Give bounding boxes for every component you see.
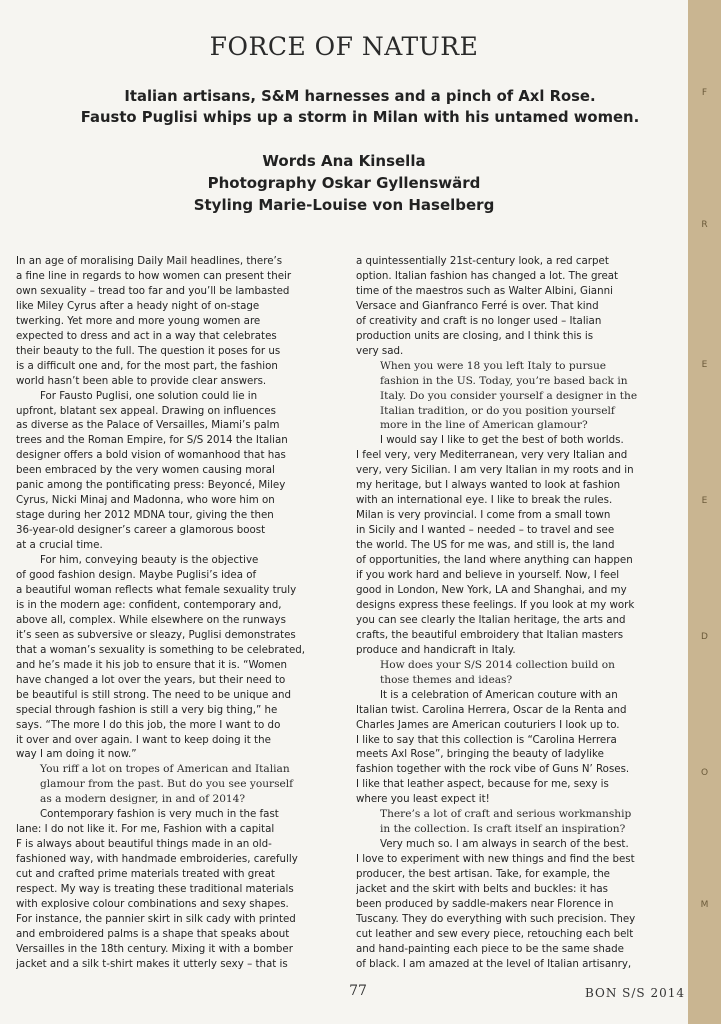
page-number: 77 <box>349 983 367 999</box>
body-line: Cyrus, Nicki Minaj and Madonna, who wore him on <box>16 494 275 507</box>
body-line: be beautiful is still strong. The need to be unique and <box>16 688 291 701</box>
body-line: production units are closing, and I think this is <box>356 329 594 342</box>
body-line: with explosive colour combinations and sexy shapes. <box>16 897 289 910</box>
body-line: of opportunities, the land where anything can happen <box>356 554 633 567</box>
body-line: I love to experiment with new things and find the best <box>356 853 635 866</box>
side-tab-letter: M <box>700 900 709 910</box>
body-line: It is a celebration of American couture with an <box>380 688 618 701</box>
body-line: it’s seen as subversive or sleazy, Puglisi demonstrates <box>16 628 296 641</box>
body-line: option. Italian fashion has changed a lot. The great <box>356 269 619 282</box>
body-line: of creativity and craft is no longer used – Italian <box>356 314 602 327</box>
body-line: if you work hard and believe in yourself. Now, I feel <box>356 569 620 582</box>
body-line: is a difficult one and, for the most part, the fashion <box>16 359 278 372</box>
body-column-right <box>356 254 684 972</box>
body-line: Contemporary fashion is very much in the fast <box>40 808 279 821</box>
side-tab-letter: O <box>700 768 709 778</box>
body-line: 36-year-old designer’s career a glamorous boost <box>16 524 266 537</box>
question-line: more in the line of American glamour? <box>380 419 588 432</box>
body-line: panic among the pontificating press: Beyoncé, Miley <box>16 479 286 492</box>
body-line: jacket and the skirt with belts and buckles: it has <box>356 883 609 896</box>
body-line: I feel very, very Mediterranean, very very Italian and <box>356 449 628 462</box>
body-line: jacket and a silk t-shirt makes it utterly sexy – that is <box>16 957 288 970</box>
body-line: trees and the Roman Empire, for S/S 2014 the Italian <box>16 434 288 447</box>
body-line: says. “The more I do this job, the more I want to do <box>16 718 281 731</box>
question-line: fashion in the US. Today, you’re based back in <box>380 374 628 387</box>
question-line: as a modern designer, in and of 2014? <box>40 793 246 806</box>
credit-styling: Styling Marie-Louise von Haselberg <box>193 196 495 214</box>
body-line: crafts, the beautiful embroidery that Italian masters <box>356 628 624 641</box>
body-line: of good fashion design. Maybe Puglisi’s idea of <box>16 569 257 582</box>
body-line: Tuscany. They do everything with such precision. They <box>356 912 636 925</box>
side-tab-strip <box>688 0 721 1024</box>
body-line: fashioned way, with handmade embroideries, carefully <box>16 853 298 866</box>
question-line: When you were 18 you left Italy to pursue <box>380 359 607 372</box>
body-line: and embroidered palms is a shape that speaks about <box>16 927 290 940</box>
body-line: very, very Sicilian. I am very Italian in my roots and in <box>356 464 634 477</box>
body-line: I would say I like to get the best of both worlds. <box>380 434 624 447</box>
body-line: a quintessentially 21st-century look, a red carpet <box>356 255 609 267</box>
body-line: I like to say that this collection is “Carolina Herrera <box>356 733 617 746</box>
body-line: it over and over again. I want to keep doing it the <box>16 733 271 746</box>
body-line: their beauty to the full. The question it poses for us <box>16 344 281 357</box>
body-line: Milan is very provincial. I come from a small town <box>356 509 611 522</box>
body-line: special through fashion is still a very big thing,” he <box>16 703 278 716</box>
body-line: upfront, blatant sex appeal. Drawing on influences <box>16 404 276 417</box>
body-line: cut and crafted prime materials treated with great <box>16 868 275 881</box>
body-line: way I am doing it now.” <box>16 748 137 761</box>
body-line: cut leather and sew every piece, retouching each belt <box>356 927 634 940</box>
body-line: stage during her 2012 MDNA tour, giving the then <box>16 509 274 522</box>
body-line: meets Axl Rose”, bringing the beauty of ladylike <box>356 748 604 761</box>
body-line: very sad. <box>356 344 404 357</box>
standfirst-line: Fausto Puglisi whips up a storm in Milan with his untamed women. <box>80 109 640 126</box>
body-line: designer offers a bold vision of womanhood that has <box>16 449 286 462</box>
question-line: in the collection. Is craft itself an inspiration? <box>380 823 626 836</box>
body-line: at a crucial time. <box>16 539 103 552</box>
body-line: Italian twist. Carolina Herrera, Oscar de la Renta and <box>356 703 627 716</box>
body-line: the world. The US for me was, and still is, the land <box>356 539 615 552</box>
body-line: where you least expect it! <box>356 793 490 806</box>
question-line: You riff a lot on tropes of American and Italian <box>40 763 290 776</box>
side-tab-letter: E <box>701 360 708 370</box>
body-line: have changed a lot over the years, but their need to <box>16 673 286 686</box>
body-line: I like that leather aspect, because for me, sexy is <box>356 778 609 791</box>
body-line: been embraced by the very women causing moral <box>16 464 275 477</box>
credit-photography: Photography Oskar Gyllenswärd <box>207 174 481 192</box>
article-title: FORCE OF NATURE <box>209 32 479 61</box>
credits <box>0 150 688 216</box>
body-line: my heritage, but I always wanted to look at fashion <box>356 479 621 492</box>
body-line: designs express these feelings. If you look at my work <box>356 598 635 611</box>
body-line: world hasn’t been able to provide clear answers. <box>16 374 267 387</box>
body-line: Versailles in the 18th century. Mixing it with a bomber <box>16 942 293 955</box>
body-line: you can see clearly the Italian heritage, the arts and <box>356 613 626 626</box>
body-line: like Miley Cyrus after a heady night of on-stage <box>16 299 260 312</box>
question-line: Italy. Do you consider yourself a designer in the <box>380 389 638 402</box>
body-line: For Fausto Puglisi, one solution could lie in <box>40 389 258 402</box>
body-line: in Sicily and I wanted – needed – to travel and see <box>356 524 615 537</box>
standfirst <box>40 86 680 128</box>
body-line: produce and handicraft in Italy. <box>356 643 516 656</box>
body-line: a fine line in regards to how women can present their <box>16 269 292 282</box>
issue-label: BON S/S 2014 <box>584 986 685 1000</box>
question-line: Italian tradition, or do you position yourself <box>380 404 615 417</box>
body-line: and hand-painting each piece to be the same shade <box>356 942 624 955</box>
body-line: Very much so. I am always in search of the best. <box>380 838 629 851</box>
body-line: as diverse as the Palace of Versailles, Miami’s palm <box>16 419 280 432</box>
body-line: above all, complex. While elsewhere on the runways <box>16 613 286 626</box>
body-line: Versace and Gianfranco Ferré is over. That kind <box>356 299 599 312</box>
body-line: twerking. Yet more and more young women are <box>16 314 261 327</box>
side-tab-letter: D <box>701 632 708 642</box>
body-line: good in London, New York, LA and Shanghai, and my <box>356 583 627 596</box>
body-line: lane: I do not like it. For me, Fashion with a capital <box>16 823 275 836</box>
body-line: that a woman’s sexuality is something to be celebrated, <box>16 643 306 656</box>
body-line: is in the modern age: confident, contemporary and, <box>16 598 282 611</box>
body-line: expected to dress and act in a way that celebrates <box>16 329 277 342</box>
body-line: of black. I am amazed at the level of Italian artisanry, <box>356 957 632 970</box>
body-line: For him, conveying beauty is the objective <box>40 554 259 567</box>
body-line: In an age of moralising Daily Mail headlines, there’s <box>16 255 283 267</box>
question-line: those themes and ideas? <box>380 673 513 686</box>
body-line: been produced by saddle-makers near Florence in <box>356 897 614 910</box>
body-line: with an international eye. I like to break the rules. <box>356 494 613 507</box>
body-line: time of the maestros such as Walter Albini, Gianni <box>356 284 613 297</box>
body-line: own sexuality – tread too far and you’ll be lambasted <box>16 284 290 297</box>
body-line: F is always about beautiful things made in an old- <box>16 838 272 851</box>
side-tab-letter: F <box>701 88 708 98</box>
body-line: respect. My way is treating these traditional materials <box>16 883 294 896</box>
body-line: Charles James are American couturiers I look up to. <box>356 718 620 731</box>
question-line: How does your S/S 2014 collection build on <box>380 658 615 671</box>
side-tab-letter: R <box>701 220 708 230</box>
body-line: producer, the best artisan. Take, for example, the <box>356 868 610 881</box>
body-line: a beautiful woman reflects what female sexuality truly <box>16 583 297 596</box>
credit-words: Words Ana Kinsella <box>262 152 426 170</box>
standfirst-line: Italian artisans, S&M harnesses and a pinch of Axl Rose. <box>124 88 596 105</box>
side-tab-letter: E <box>701 496 708 506</box>
body-column-left <box>16 254 344 972</box>
body-line: fashion together with the rock vibe of Guns N’ Roses. <box>356 763 630 776</box>
body-line: and he’s made it his job to ensure that it is. “Women <box>16 658 288 671</box>
question-line: glamour from the past. But do you see yourself <box>40 778 294 791</box>
body-line: For instance, the pannier skirt in silk cady with printed <box>16 912 296 925</box>
question-line: There’s a lot of craft and serious workmanship <box>380 808 632 821</box>
